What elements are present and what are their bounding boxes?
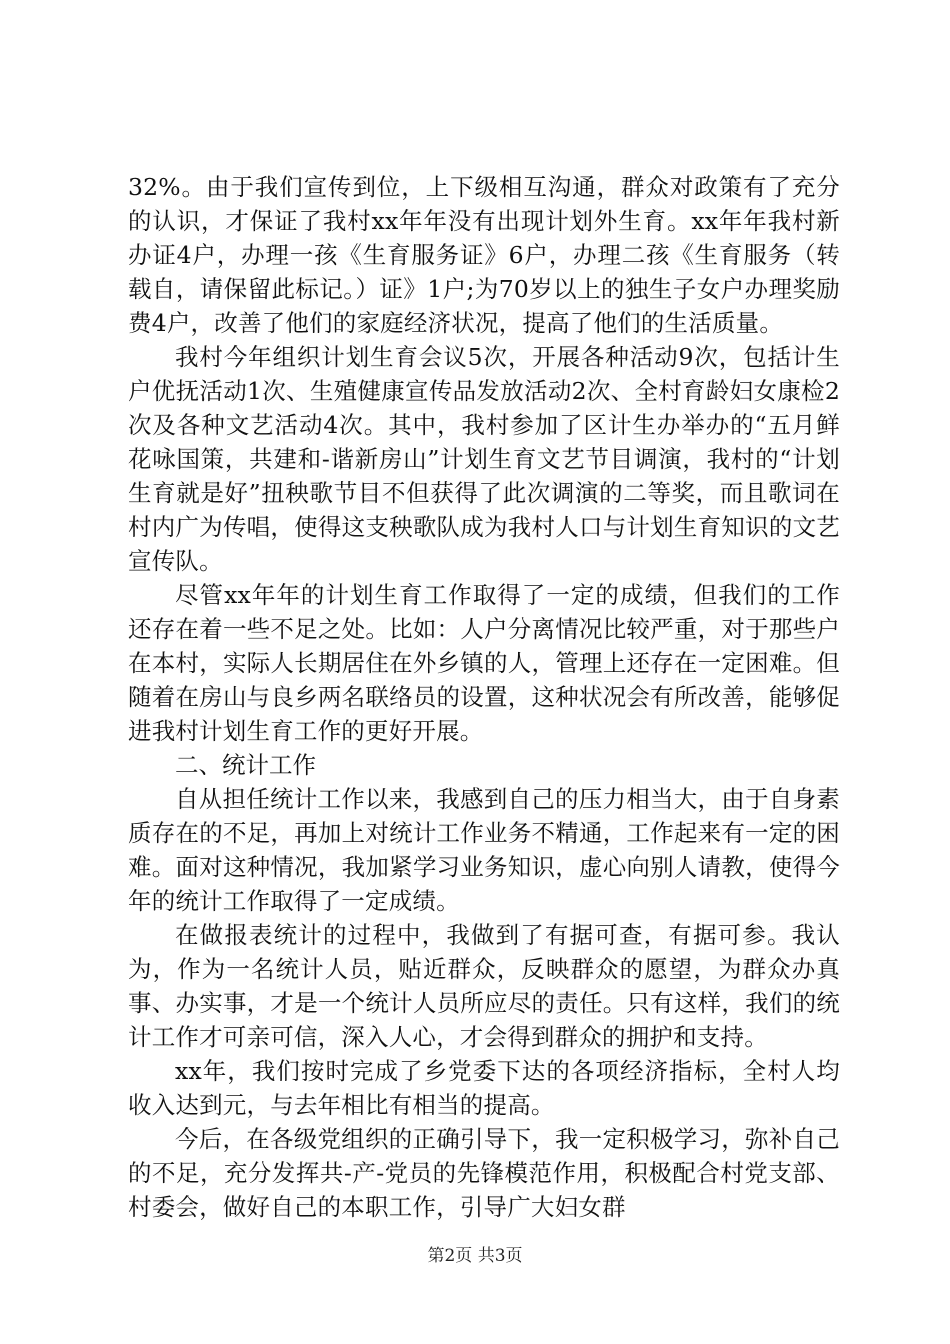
paragraph-economic-targets: xx年，我们按时完成了乡党委下达的各项经济指标，全村人均收入达到元，与去年相比有相当的提高。 — [128, 1057, 840, 1119]
section-heading-statistics: 二、统计工作 — [175, 751, 316, 779]
paragraph-family-planning-results: 32%。由于我们宣传到位，上下级相互沟通，群众对政策有了充分的认识，才保证了我村xx年年没有出现计划外生育。xx年年我村新办证4户，办理一孩《生育服务证》6户，办理二孩《生育服务（转载自，请保留此标记。）证》1户;为70岁以上的独生子女户办理奖励费4户，改善了他们的家庭经济状况，提高了他们的生活质量。 — [128, 173, 840, 337]
paragraph-future-plans: 今后，在各级党组织的正确引导下，我一定积极学习，弥补自己的不足，充分发挥共-产-党员的先锋模范作用，积极配合村党支部、村委会，做好自己的本职工作，引导广大妇女群 — [128, 1125, 840, 1221]
document-body — [128, 170, 840, 1224]
paragraph-family-planning-shortcomings: 尽管xx年年的计划生育工作取得了一定的成绩，但我们的工作还存在着一些不足之处。比如：人户分离情况比较严重，对于那些户在本村，实际人长期居住在外乡镇的人，管理上还存在一定困难。但随着在房山与良乡两名联络员的设置，这种状况会有所改善，能够促进我村计划生育工作的更好开展。 — [128, 581, 840, 745]
paragraph-statistics-reporting: 在做报表统计的过程中，我做到了有据可查，有据可参。我认为，作为一名统计人员，贴近群众，反映群众的愿望，为群众办真事、办实事，才是一个统计人员所应尽的责任。只有这样，我们的统计工作才可亲可信，深入人心，才会得到群众的拥护和支持。 — [128, 921, 840, 1051]
page-number-footer: 第2页 共3页 — [427, 1246, 523, 1266]
paragraph-family-planning-activities: 我村今年组织计划生育会议5次，开展各种活动9次，包括计生户优抚活动1次、生殖健康宣传品发放活动2次、全村育龄妇女康检2次及各种文艺活动4次。其中，我村参加了区计生办举办的“五月鲜花咏国策，共建和-谐新房山”计划生育文艺节目调演，我村的“计划生育就是好”扭秧歌节目不但获得了此次调演的二等奖，而且歌词在村内广为传唱，使得这支秧歌队成为我村人口与计划生育知识的文艺宣传队。 — [128, 343, 840, 575]
paragraph-statistics-intro: 自从担任统计工作以来，我感到自己的压力相当大，由于自身素质存在的不足，再加上对统计工作业务不精通，工作起来有一定的困难。面对这种情况，我加紧学习业务知识，虚心向别人请教，使得今年的统计工作取得了一定成绩。 — [128, 785, 840, 915]
